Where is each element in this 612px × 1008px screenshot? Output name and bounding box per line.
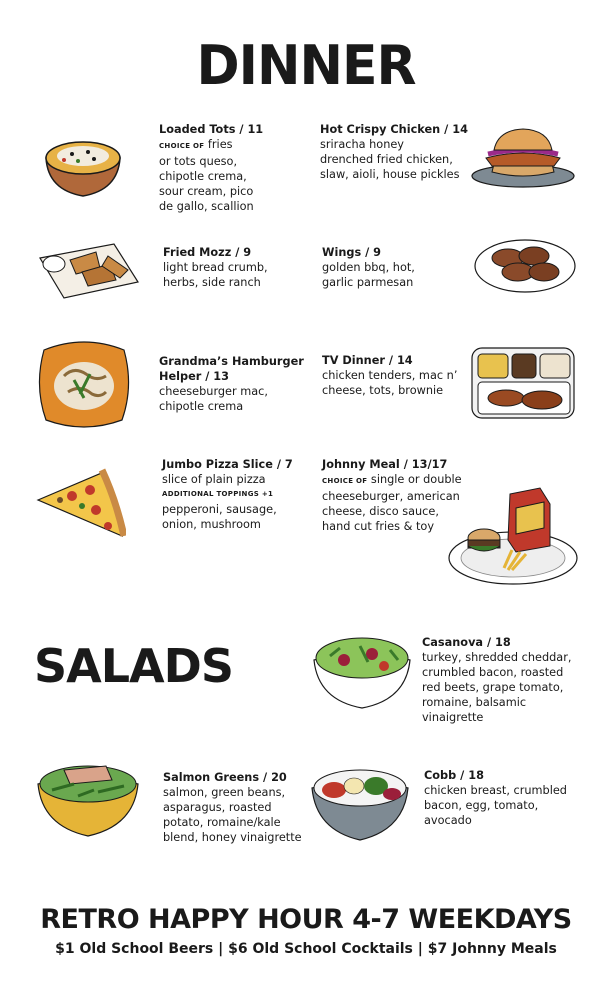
menu-item-fried-mozz — [163, 245, 268, 290]
item-name: Hot Crispy Chicken — [320, 123, 441, 136]
item-name: Johnny Meal — [322, 458, 400, 471]
hamburger-helper-illustration — [34, 336, 134, 432]
fried-mozz-illustration — [36, 240, 142, 302]
wings-illustration — [472, 232, 578, 296]
item-desc-line: chipotle crema — [159, 400, 244, 413]
toppings-label: ADDITIONAL TOPPINGS +1 — [162, 490, 274, 498]
item-desc-line: or tots queso, — [159, 155, 238, 168]
happy-hour-title: RETRO HAPPY HOUR 4-7 WEEKDAYS — [40, 904, 572, 935]
item-name: Grandma’s Hamburger — [159, 355, 304, 368]
item-desc-line: sriracha honey — [320, 138, 404, 151]
item-desc-line: red beets, grape tomato, — [422, 681, 564, 694]
item-name: Fried Mozz — [163, 246, 232, 259]
item-name: Helper — [159, 370, 202, 383]
item-desc-line: garlic parmesan — [322, 276, 414, 289]
item-desc-line: romaine, balsamic — [422, 696, 527, 709]
item-desc-line: cheeseburger mac, — [159, 385, 268, 398]
item-desc-line: sour cream, pico — [159, 185, 254, 198]
choice-value: fries — [204, 138, 233, 151]
item-desc-line: chicken tenders, mac n’ — [322, 369, 458, 382]
menu-item-wings — [322, 245, 415, 290]
menu-item-johnny-meal — [322, 457, 462, 534]
item-name: Wings — [322, 246, 362, 259]
chicken-sandwich-illustration — [470, 124, 576, 190]
menu-item-tv-dinner — [322, 353, 457, 398]
item-desc-line: cheese, tots, brownie — [322, 384, 444, 397]
tv-dinner-illustration — [470, 346, 576, 420]
item-desc-line: crumbled bacon, roasted — [422, 666, 564, 679]
choice-label: CHOICE OF — [159, 142, 205, 150]
item-desc-line: avocado — [424, 814, 472, 827]
menu-item-casanova — [422, 635, 571, 725]
item-desc-line: potato, romaine/kale — [163, 816, 281, 829]
item-desc-line: herbs, side ranch — [163, 276, 261, 289]
item-price: / 13 — [201, 370, 230, 383]
item-desc-line: light bread crumb, — [163, 261, 268, 274]
item-price: / 14 — [440, 123, 468, 136]
item-price: / 9 — [231, 246, 252, 259]
item-desc-line: vinaigrette — [422, 711, 484, 724]
happy-hour-specials: $1 Old School Beers | $6 Old School Cocktails | $7 Johnny Meals — [55, 941, 557, 957]
item-desc-line: hand cut fries & toy — [322, 520, 435, 533]
salmon-greens-illustration — [34, 756, 142, 840]
pizza-slice-illustration — [34, 466, 126, 538]
menu-item-salmon-greens — [163, 770, 302, 845]
item-name: Cobb — [424, 769, 457, 782]
item-desc-line: slaw, aioli, house pickles — [320, 168, 460, 181]
menu-item-loaded-tots — [159, 122, 263, 214]
item-desc-line: golden bbq, hot, — [322, 261, 415, 274]
item-desc-line: chipotle crema, — [159, 170, 247, 183]
item-desc-line: blend, honey vinaigrette — [163, 831, 302, 844]
item-desc-line: de gallo, scallion — [159, 200, 254, 213]
item-desc-line: slice of plain pizza — [162, 473, 266, 486]
choice-value: single or double — [367, 473, 462, 486]
choice-label: CHOICE OF — [322, 477, 368, 485]
item-desc-line: bacon, egg, tomato, — [424, 799, 539, 812]
item-desc-line: drenched fried chicken, — [320, 153, 453, 166]
item-price: / 7 — [272, 458, 293, 471]
menu-item-hamburger-helper — [159, 354, 304, 414]
item-desc-line: cheeseburger, american — [322, 490, 460, 503]
loaded-tots-illustration — [42, 130, 124, 200]
item-name: Salmon Greens — [163, 771, 260, 784]
item-price: / 9 — [361, 246, 382, 259]
item-name: Casanova — [422, 636, 484, 649]
item-desc-line: cheese, disco sauce, — [322, 505, 439, 518]
item-name: Loaded Tots — [159, 123, 236, 136]
item-name: Jumbo Pizza Slice — [162, 458, 273, 471]
item-name: TV Dinner — [322, 354, 385, 367]
salads-section-title: SALADS — [34, 639, 233, 693]
cobb-salad-illustration — [308, 760, 412, 844]
item-price: / 13/17 — [399, 458, 448, 471]
menu-item-pizza-slice — [162, 457, 293, 532]
item-desc-line: onion, mushroom — [162, 518, 261, 531]
item-desc-line: chicken breast, crumbled — [424, 784, 567, 797]
item-price: / 14 — [384, 354, 413, 367]
item-desc-line: turkey, shredded cheddar, — [422, 651, 572, 664]
menu-item-hot-crispy-chicken — [320, 122, 468, 182]
item-desc-line: salmon, green beans, — [163, 786, 286, 799]
dinner-section-title: DINNER — [196, 34, 416, 98]
casanova-salad-illustration — [310, 626, 414, 712]
menu-item-cobb — [424, 768, 567, 828]
item-price: / 18 — [456, 769, 484, 782]
item-desc-line: pepperoni, sausage, — [162, 503, 277, 516]
item-price: / 18 — [483, 636, 511, 649]
item-price: / 11 — [235, 123, 264, 136]
johnny-meal-illustration — [446, 480, 580, 588]
item-desc-line: asparagus, roasted — [163, 801, 272, 814]
item-price: / 20 — [259, 771, 287, 784]
